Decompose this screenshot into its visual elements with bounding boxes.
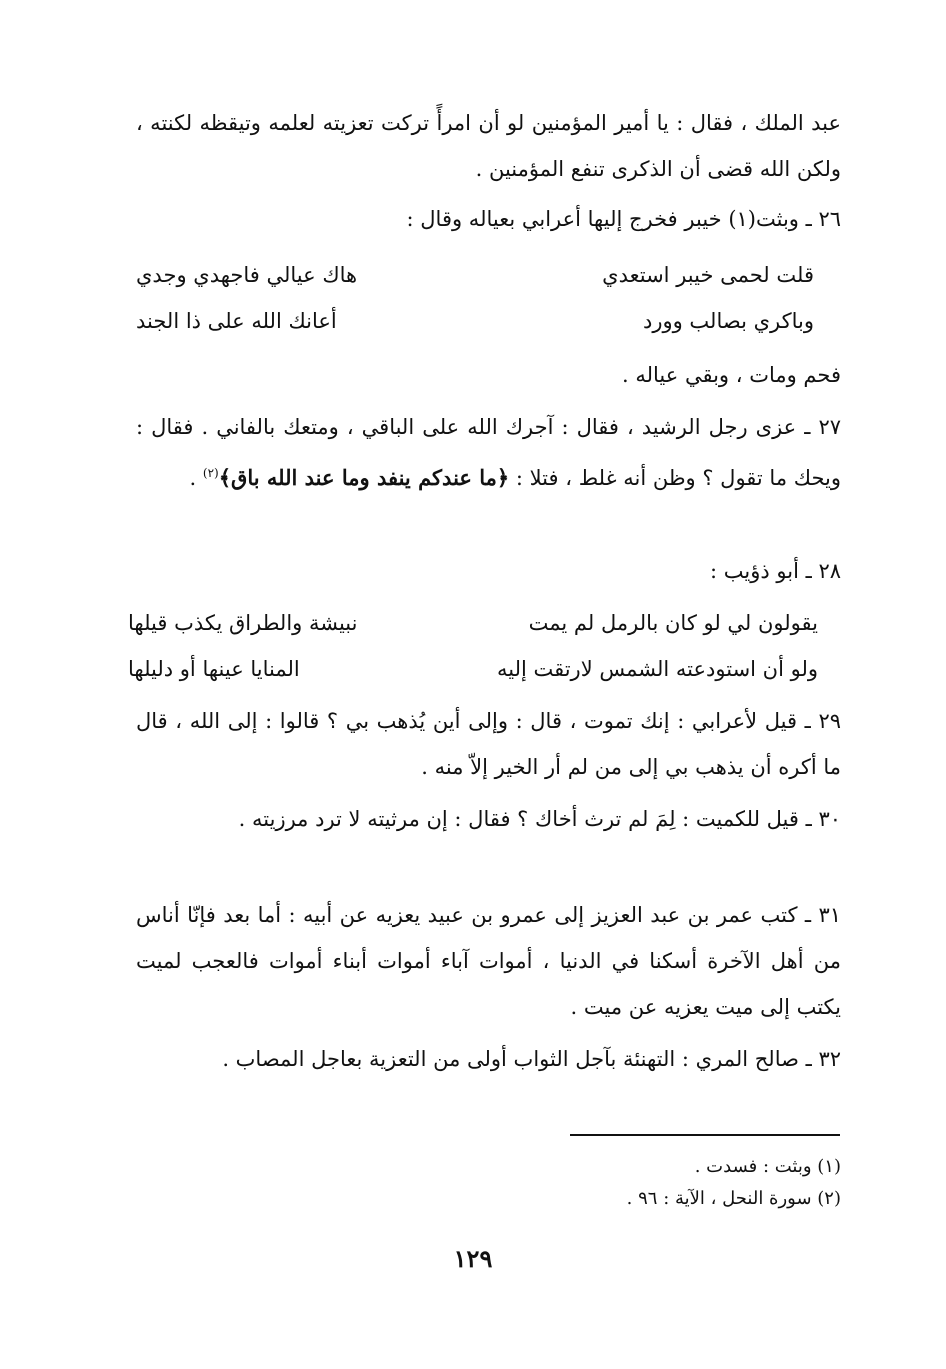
paragraph-28: ٢٨ ـ أبو ذؤيب : <box>710 559 841 583</box>
poem-1-line-2-first-hemistich: وباكري بصالب وورد <box>642 309 814 333</box>
paragraph-27 <box>136 404 841 501</box>
poem-1-line-2 <box>136 298 814 344</box>
paragraph-26: ٢٦ ـ وبثت(١) خيبر فخرج إليها أعرابي بعياله وقال : <box>406 207 841 231</box>
poem-2-line-1 <box>128 600 818 646</box>
page-number: ١٢٩ <box>453 1244 493 1273</box>
poem-1-line-1 <box>136 252 814 298</box>
paragraph-26-after: فحم ومات ، وبقي عياله . <box>622 363 841 387</box>
poem-2 <box>128 600 818 692</box>
paragraph-27-end: . <box>189 466 203 490</box>
poem-1-line-1-first-hemistich: قلت لحمى خيبر استعدي <box>602 263 814 287</box>
footnote-2: (٢) سورة النحل ، الآية : ٩٦ . <box>626 1188 841 1209</box>
footnote-ref-2: (٢) <box>202 466 219 480</box>
footnote-1: (١) وبثت : فسدت . <box>694 1156 841 1177</box>
paragraph-intro: عبد الملك ، فقال : يا أمير المؤمنين لو أن امرأً تركت تعزيته لعلمه وتيقظه لكنته ، ولكن الله قضى أن الذكرى تنفع المؤمنين . <box>136 111 841 181</box>
poem-2-line-2-first-hemistich: ولو أن استودعته الشمس لارتقت إليه <box>496 657 818 681</box>
paragraph-30: ٣٠ ـ قيل للكميت : لِمَ لم ترث أخاك ؟ فقال : إن مرثيته لا ترد مرزيته . <box>238 807 841 831</box>
poem-2-line-1-first-hemistich: يقولون لي لو كان بالرمل لم يمت <box>528 611 818 635</box>
paragraph-31: ٣١ ـ كتب عمر بن عبد العزيز إلى عمرو بن عبيد يعزيه عن أبيه : أما بعد فإنّا أناس من أهل الآخرة أسكنا في الدنيا ، أموات آباء أموات أبناء أموات فالعجب لميت يكتب إلى ميت يعزيه عن ميت . <box>136 903 841 1019</box>
poem-2-line-2 <box>128 646 818 692</box>
paragraph-27-text: ٢٧ ـ عزى رجل الرشيد ، فقال : آجرك الله على الباقي ، ومتعك بالفاني . فقال : ويحك ما تقول ؟ وظن أنه غلط ، فتلا : <box>136 415 841 490</box>
poem-1-line-1-second-hemistich: هاك عيالي فاجهدي وجدي <box>136 263 358 287</box>
paragraph-32: ٣٢ ـ صالح المري : التهنئة بآجل الثواب أولى من التعزية بعاجل المصاب . <box>222 1047 841 1071</box>
paragraph-29: ٢٩ ـ قيل لأعرابي : إنك تموت ، قال : وإلى أين يُذهب بي ؟ قالوا : إلى الله ، قال ما أكره أن يذهب بي إلى من لم أر الخير إلاّ منه . <box>136 709 841 779</box>
poem-2-line-1-second-hemistich: نبيشة والطراق يكذب قيلها <box>128 611 358 635</box>
quran-quote: ﴿ما عندكم ينفد وما عند الله باق﴾ <box>218 465 510 490</box>
poem-1 <box>136 252 814 344</box>
poem-1-line-2-second-hemistich: أعانك الله على ذا الجند <box>136 309 337 333</box>
poem-2-line-2-second-hemistich: المنايا عينها أو دليلها <box>128 657 300 681</box>
footnotes-divider <box>570 1134 840 1136</box>
